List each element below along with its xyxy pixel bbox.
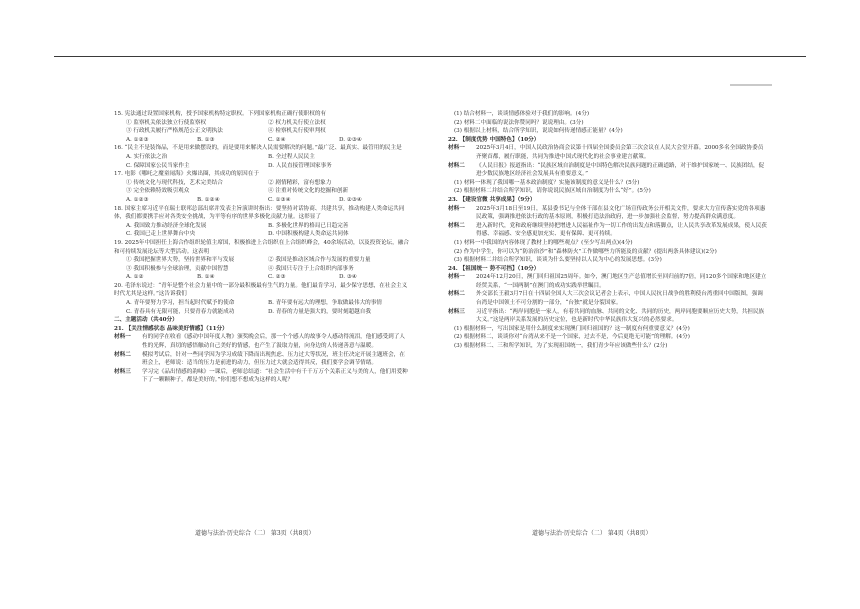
q16-opt-a: A. 实行依法之治 xyxy=(126,153,168,160)
q24-m3-label: 材料三 xyxy=(448,308,465,315)
q23-title: 23. 【建设官微 共享成果】（9分） xyxy=(448,196,536,203)
q24-title: 24. 【祖国统一 势不可挡】（10分） xyxy=(448,265,540,272)
q23-material-1 xyxy=(448,205,768,222)
q21-m3-text: 学习完《品出情感的韵味》一课后，老师总结道：“社会生活中有千千万万个关系正义与美的人，他们用爱种下了一颗颗种子，都是美好的。”你们想不想成为这样的人呢？ xyxy=(142,368,408,384)
q17-opt-2: ② 剧情精彩，富有想象力 xyxy=(268,179,332,186)
q23-sub-3: (3) 根据材料二并结合所学知识，谈谈为什么要坚持以人民为中心的发展思想。(3分) xyxy=(454,257,662,264)
q15-choice-a: A. ①②③ xyxy=(126,136,149,143)
q17-choice-c: C. ①③④ xyxy=(268,196,291,203)
question-18 xyxy=(114,205,410,239)
q15-choice-b: B. ①③ xyxy=(197,136,215,143)
q23-material-2 xyxy=(448,222,768,239)
q18-stem: 18. 国家主席习近平在瑞士联邦总部出席并发表主旨演讲时指出：要坚持对话协商、共建共享，推动构建人类命运共同体，我们都要携手应对各类安全挑战，为平等有序的世界多极化贡献力量。这彰显了 xyxy=(114,205,405,221)
section-2-heading: 二、主题活动（共40分） xyxy=(114,317,178,324)
q22-material-2 xyxy=(448,162,768,179)
q19-choice-d: D. ③④ xyxy=(339,274,357,281)
q18-opt-a: A. 我国致力推动经济全球化发展 xyxy=(126,222,207,229)
q17-stem: 17. 电影《哪吒之魔童闹海》火爆出圈，其成功的原因在于 xyxy=(114,171,259,178)
q20-opt-d: D. 青春的力量是强大的，要时刻超越自我 xyxy=(268,308,371,315)
question-22 xyxy=(448,136,768,196)
q24-material-1 xyxy=(448,273,768,290)
q24-m2-label: 材料二 xyxy=(448,291,465,298)
q24-m2-text: 外交部长王毅3月7日在十四届全国人大三次会议记者会上表示，中国人民抗日战争的胜利使台湾重回中国版图，强调台湾是中国领土不可分割的一部分，“台独”就是分裂国家。 xyxy=(476,291,763,307)
q22-material-1 xyxy=(448,144,768,161)
q23-sub-1: (1) 材料一中我国的内容体现了教材上的哪些观点？(至少写出两点)(4分) xyxy=(454,239,633,246)
q19-choice-a: A. ①② xyxy=(126,274,144,281)
q21-subquestions xyxy=(448,110,768,136)
q21-sub-3: (3) 根据以上材料，结合所学知识，说说如何传递情感正能量？(4分) xyxy=(454,128,623,135)
q20-opt-b: B. 青年要有远大的理想，争取做最伟大的事情 xyxy=(268,300,382,307)
left-column xyxy=(114,110,410,385)
q23-m1-label: 材料一 xyxy=(448,205,465,212)
q20-stem: 20. 毛泽东说过：“青年是整个社会力量中的一部分最积极最有生气的力量。他们最肯学习，最少保守思想，在社会主义时代尤其是这样。”这告诉我们 xyxy=(114,282,408,298)
q21-sub-1: (1) 结合材料一，谈谈情感体验对于我们的影响。(4分) xyxy=(454,111,590,117)
q21-title: 21. 【关注情感状态 品味美好情感】（11分） xyxy=(114,325,228,332)
q17-opt-4: ④ 注重对传统文化的挖掘和创新 xyxy=(268,188,349,195)
question-20 xyxy=(114,282,410,316)
q19-opt-1: ① 我国把握世界大势，坚持世界和平与发展 xyxy=(126,257,235,264)
q23-m2-label: 材料二 xyxy=(448,222,465,229)
q22-title: 22. 【制度优势 中国特色】（10分） xyxy=(448,136,540,143)
q15-stem: 15. 宪法通过设置国家机构，授予国家机构特定职权。下列国家机构正确行使职权的有 xyxy=(114,111,327,117)
q24-sub-2: (2) 根据材料二，谈谈你对“台湾从来不是一个国家，过去不是，今后更绝无可能”的理解。(4分) xyxy=(454,334,690,341)
q21-material-2 xyxy=(114,351,410,368)
q17-choice-b: B. ①②④ xyxy=(197,196,220,203)
q24-m3-text: 习近平指出：“两岸同胞是一家人，有着共同的血脉、共同的文化、共同的历史，两岸同胞要顺应历史大势，共担民族大义。”这是两岸关系发展的历史定位，也是新时代中华民族伟大复兴的必然要求。 xyxy=(476,308,765,324)
q21-material-1 xyxy=(114,333,410,350)
q23-m2-text: 进入新时代，党和政府继续坚持把增进人民福祉作为一切工作的出发点和落脚点，让人民共享改革发展成果，使人民获得感、幸福感、安全感更加充实、更有保障、更可持续。 xyxy=(476,222,767,238)
q19-choice-b: B. ①④ xyxy=(197,274,215,281)
q15-choice-d: D. ②③④ xyxy=(339,136,362,143)
q17-choice-d: D. ②③④ xyxy=(339,196,362,203)
question-19 xyxy=(114,239,410,282)
q19-stem: 19. 2025年中国担任上海合作组织轮值主席国，积极推进上合组织在上合组织峰会，40余场活动，以及投资论坛，融合和可持续发展论坛等大型活动。这表明 xyxy=(114,239,409,255)
q20-opt-c: C. 青春具有无限可能，只要青春力就能成功 xyxy=(126,308,235,315)
q22-m1-text: 2025年3月4日，中国人民政治协商会议第十四届全国委员会第三次会议在人民大会堂开幕。2000多名全国政协委员齐聚首都，履行职能，共同为推进中国式现代化的社会事业建言献策。 xyxy=(476,145,764,160)
footer-left-page-number: 道德与法治·历史综合（二） 第3页（共8页） xyxy=(195,530,315,537)
q23-sub-2: (2) 作为中学生，你可以为“防治治沙”和“森林防火”工作做哪些力所能及的贡献？(提出两条具体建议)(2分) xyxy=(454,248,717,255)
q21-m2-label: 材料二 xyxy=(114,351,131,358)
q22-m1-label: 材料一 xyxy=(448,145,465,152)
q18-opt-b: B. 多极化世界的格局已日趋完善 xyxy=(268,222,349,229)
q24-material-3 xyxy=(448,308,768,325)
q17-opt-3: ③ 完全依赖特效吸引观众 xyxy=(126,188,190,195)
q21-material-3 xyxy=(114,368,410,385)
q21-m1-text: 有的同学在收看《感动中国年度人物》颁奖晚会后，那一个个感人的故事令人感动得流泪，他们感受到了人性的光辉，真切的感悟触动自己美好的情感，也产生了汲取力量，向身边的人传递善意与温暖。 xyxy=(142,334,405,350)
q24-material-2 xyxy=(448,290,768,307)
q18-opt-d: D. 中国积极构建人类命运共同体 xyxy=(268,231,349,238)
q15-opt-4: ④ 检察机关行使审判权 xyxy=(268,128,326,135)
q24-sub-1: (1) 根据材料一，写出国家是用什么制度来实现澳门回归祖国的？这一制度有何重要意义？(4分) xyxy=(454,325,690,332)
q17-opt-1: ① 传统文化与现代科技，艺术完美结合 xyxy=(126,179,223,186)
q15-opt-1: ① 监察机关依法独立行使监察权 xyxy=(126,119,207,126)
top-rule xyxy=(54,56,806,57)
q15-choice-c: C. ②④ xyxy=(268,136,286,143)
q19-choice-c: C. ②③ xyxy=(268,274,286,281)
q15-opt-3: ③ 行政机关履行严格规范公正文明执法 xyxy=(126,128,223,135)
q16-stem: 16. “民主不是装饰品，不是用来做摆设的，而是要用来解决人民需要解决的问题。”最广泛、最真实、最管用的民主是 xyxy=(114,145,402,152)
q21-sub-2: (2) 材料二中面临的说法你赞同吗？说说理由。(3分) xyxy=(454,119,584,126)
q24-m1-text: 2024年12月20日，澳门回归祖国25周年。如今，澳门地区生产总值增长至回归前的7倍，同120多个国家和地区建立经贸关系，“一国两制”在澳门的成功实践举世瞩目。 xyxy=(476,274,767,289)
right-column xyxy=(448,110,768,351)
q22-m2-text: 《人民日报》报道指出：“民族区域自治制度是中国特色解决民族问题的正确道路，对于维护国家统一、民族团结，促进少数民族地区经济社会发展具有重要意义。” xyxy=(476,162,765,178)
question-17 xyxy=(114,170,410,204)
q19-opt-4: ④ 我国只专注于上合组织内部事务 xyxy=(268,265,354,272)
q22-sub-1: (1) 材料一体现了我国哪一基本政治制度？实施该制度的意义是什么？(5分) xyxy=(454,179,640,186)
q17-choice-a: A. ①②③ xyxy=(126,196,149,203)
q16-opt-c: C. 保障国家公民当家作主 xyxy=(126,162,190,169)
question-24 xyxy=(448,265,768,351)
q21-m2-text: 模拟考试后，针对一些同学因为学习成绩下降而出现焦虑、压力过大等状况，班主任决定开展主题班会，在班会上，老师说：适当的压力是前进的动力，但压力过大就会适得其反，我们要学会调节情绪。 xyxy=(142,351,405,367)
q22-m2-label: 材料二 xyxy=(448,162,465,169)
q20-opt-a: A. 青年要努力学习，担当起时代赋予的使命 xyxy=(126,300,235,307)
q16-opt-d: D. 人民直接管理国家事务 xyxy=(268,162,332,169)
q22-sub-2: (2) 根据材料二并结合所学知识，请你说说民族区域自治制度为什么“好”。(5分) xyxy=(454,188,651,195)
q19-opt-3: ③ 我国积极参与全球治理，贡献中国智慧 xyxy=(126,265,229,272)
q16-opt-b: B. 全过程人民民主 xyxy=(268,153,315,160)
q19-opt-2: ② 我国是推动区域合作与发展的重要力量 xyxy=(268,257,371,264)
footer-right-page-number: 道德与法治·历史综合（二） 第4页（共8页） xyxy=(532,530,652,537)
scan-mark xyxy=(730,84,772,86)
q21-m1-label: 材料一 xyxy=(114,334,131,341)
question-21 xyxy=(114,325,410,385)
question-15 xyxy=(114,110,410,144)
q24-sub-3: (3) 根据材料二、三和所学知识，为了实现祖国统一，我们青少年应该做些什么？(2分) xyxy=(454,343,668,350)
question-23 xyxy=(448,196,768,265)
q15-opt-2: ② 权力机关行使立法权 xyxy=(268,119,326,126)
question-16 xyxy=(114,144,410,170)
q24-m1-label: 材料一 xyxy=(448,274,465,281)
q23-m1-text: 2025年3月18日至19日，某县委书记与全体干部在县文化广场宣传政务公开相关文件，要求大力宣传落实党的各项惠民政策，强调推进依法行政的基本原则，积极打造法治政府，进一步加强社会监督，努力提高群众满意度。 xyxy=(476,205,766,221)
q21-m3-label: 材料三 xyxy=(114,368,131,375)
q18-opt-c: C. 我国已走上世界舞台中央 xyxy=(126,231,196,238)
